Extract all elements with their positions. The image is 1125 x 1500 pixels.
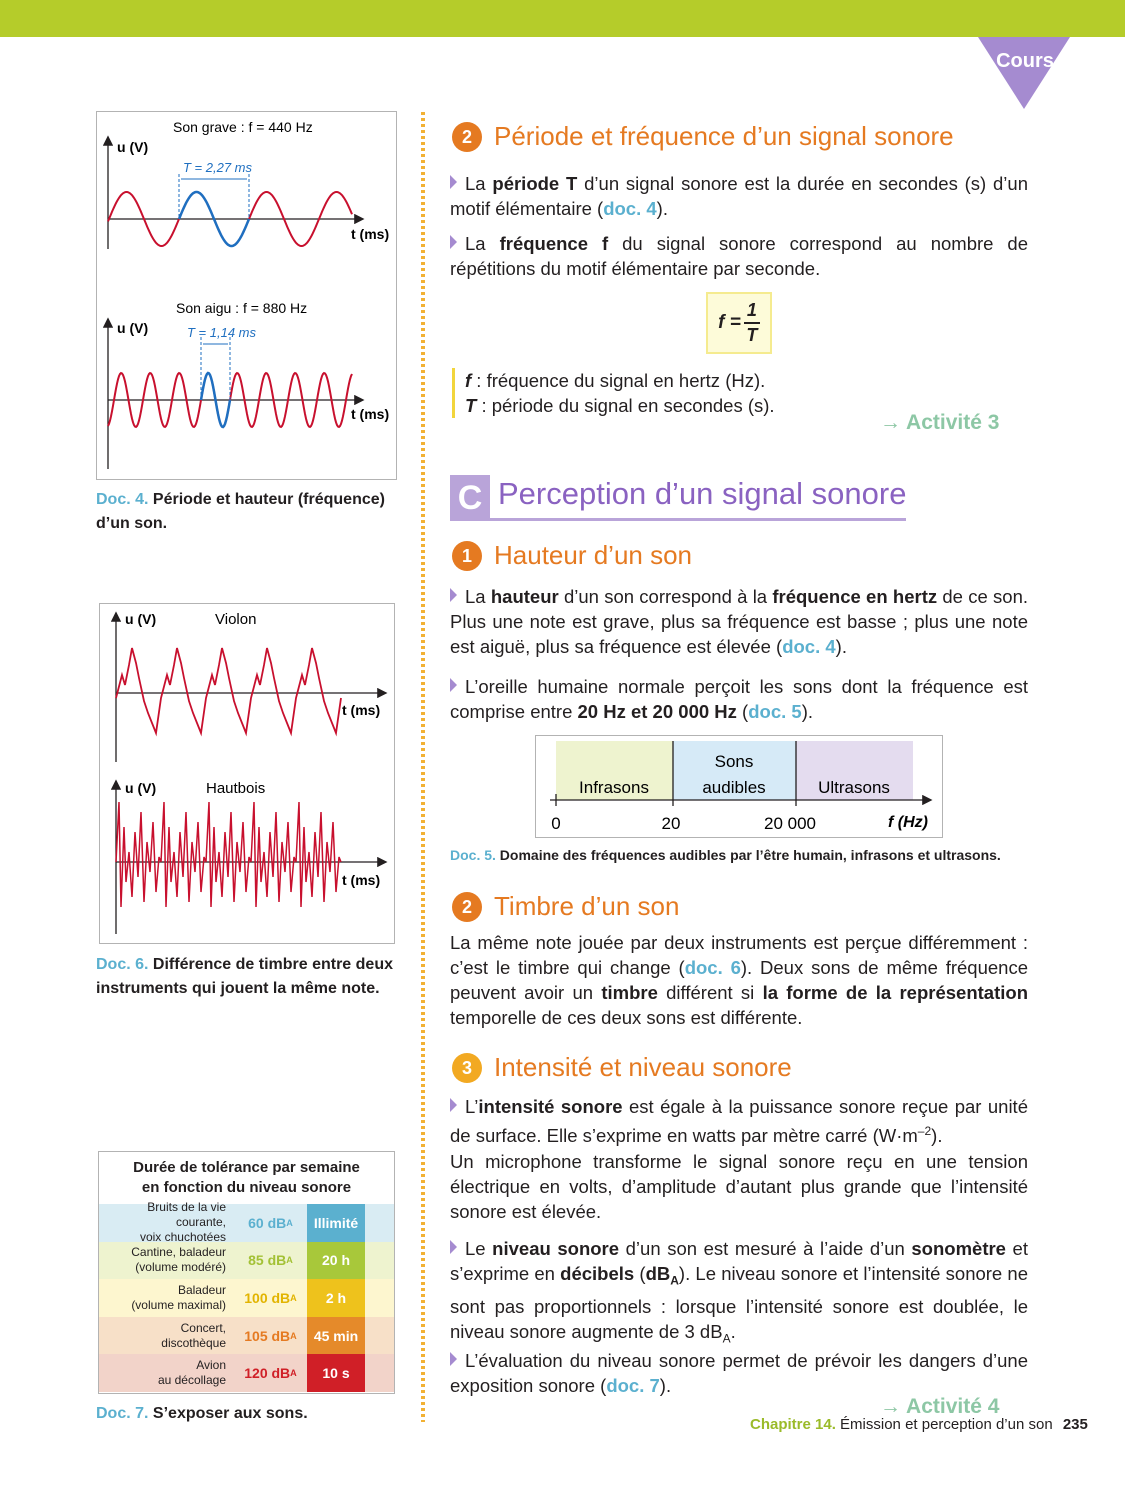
doc6-caption-num: Doc. 6. xyxy=(96,956,149,973)
infrasons-label: Infrasons xyxy=(579,778,649,797)
formula-numerator: 1 xyxy=(746,300,757,320)
row-duration xyxy=(307,1279,365,1317)
row-duration xyxy=(307,1354,365,1392)
frequency-formula xyxy=(706,292,772,354)
text-run: L’ xyxy=(465,1096,479,1117)
row-filler xyxy=(365,1354,394,1392)
section-c-title xyxy=(450,475,906,521)
text-run: différent si xyxy=(657,982,763,1003)
doc5-caption xyxy=(450,843,1050,867)
violon-wave xyxy=(116,648,341,733)
row-label-line2: au décollage xyxy=(157,1373,226,1388)
formula-denominator: T xyxy=(746,325,758,345)
doc7-caption-text: S’exposer aux sons. xyxy=(152,1405,308,1422)
grave-t-label: t (ms) xyxy=(351,226,390,242)
sec2-title: Période et fréquence d’un signal sonore xyxy=(494,121,954,151)
text-run: L’évaluation du niveau sonore permet de prévoir les dangers d’une exposition sonore ( xyxy=(450,1350,1028,1396)
bold-term: décibels xyxy=(560,1263,635,1284)
row-db xyxy=(234,1279,307,1317)
text-run: L’oreille humaine normale perçoit les sons dont la fréquence est comprise entre xyxy=(450,676,1028,722)
row-label-line1: Baladeur xyxy=(177,1282,226,1297)
tolerance-row xyxy=(99,1354,394,1392)
aigu-t-label: t (ms) xyxy=(351,406,390,422)
bold-unit xyxy=(645,1263,679,1288)
unit-subscript: A xyxy=(722,1331,731,1346)
text-run: ( xyxy=(736,701,749,722)
hautbois-t-label: t (ms) xyxy=(342,872,381,888)
doc7-title-line2: en fonction du niveau sonore xyxy=(141,1179,352,1196)
sub1-number: 1 xyxy=(452,541,482,571)
text-run: d’un son est mesuré à l’aide d’un xyxy=(619,1238,912,1259)
bullet-triangle-icon xyxy=(450,1098,457,1112)
axis-label: f (Hz) xyxy=(888,814,928,831)
unit-db: dB xyxy=(645,1263,671,1284)
doc-reference: doc. 4 xyxy=(782,636,836,657)
tolerance-row xyxy=(99,1200,394,1245)
text-run: ). xyxy=(835,636,847,657)
bold-term: fréquence f xyxy=(499,233,609,254)
bold-term: période T xyxy=(492,173,578,194)
sub3-title: Intensité et niveau sonore xyxy=(494,1052,792,1082)
sub3-p1 xyxy=(450,1094,1028,1148)
row-label xyxy=(99,1354,234,1392)
tolerance-row xyxy=(99,1279,394,1317)
row-db-value: 100 dB xyxy=(244,1289,291,1306)
grave-u-label: u (V) xyxy=(117,139,149,155)
fraction-bar xyxy=(744,322,760,324)
sub3-p3 xyxy=(450,1236,1028,1351)
cours-triangle xyxy=(978,37,1070,109)
sub1-title: Hauteur d’un son xyxy=(494,540,693,570)
row-label xyxy=(99,1242,234,1280)
grave-period-label: T = 2,27 ms xyxy=(183,160,252,175)
doc5-caption-num: Doc. 5. xyxy=(450,847,496,863)
legend-f-symbol: f xyxy=(465,370,472,391)
doc4-caption xyxy=(96,488,396,536)
legend-t-symbol: T xyxy=(465,395,477,416)
row-label-line1: Cantine, baladeur xyxy=(131,1245,226,1260)
doc7-title-line1: Durée de tolérance par semaine xyxy=(133,1159,360,1176)
row-duration xyxy=(307,1242,365,1280)
aigu-title: Son aigu : f = 880 Hz xyxy=(176,300,308,316)
row-label-line2: (volume modéré) xyxy=(135,1260,226,1275)
doc5-caption-text: Domaine des fréquences audibles par l’être humain, infrasons et ultrasons. xyxy=(499,847,1001,863)
superscript: –2 xyxy=(917,1124,932,1138)
sub3-number: 3 xyxy=(452,1053,482,1083)
bold-term: niveau sonore xyxy=(492,1238,620,1259)
audibles-label: audibles xyxy=(702,778,766,797)
sub2-heading xyxy=(452,891,679,922)
row-label-line1: Bruits de la vie courante, xyxy=(147,1200,226,1230)
footer-chapter: Chapitre 14. xyxy=(750,1416,836,1433)
bold-term: 20 Hz et 20 000 Hz xyxy=(577,701,737,722)
sub3-p4 xyxy=(450,1348,1028,1398)
doc-reference: doc. 4 xyxy=(603,198,657,219)
text-run: et s’exprime en xyxy=(450,1238,1028,1284)
page-number: 235 xyxy=(1062,1416,1088,1433)
row-duration xyxy=(307,1204,365,1242)
sons-label: Sons xyxy=(714,752,754,771)
row-db-subscript: A xyxy=(290,1368,297,1379)
bold-term: sonomètre xyxy=(911,1238,1006,1259)
aigu-period-label: T = 1,14 ms xyxy=(187,325,256,340)
row-db-value: 105 dB xyxy=(244,1327,291,1344)
row-filler xyxy=(365,1317,394,1355)
bold-term: hauteur xyxy=(490,586,559,607)
violon-u-label: u (V) xyxy=(125,611,157,627)
legend-f-text: : fréquence du signal en hertz (Hz). xyxy=(471,370,766,391)
doc-reference: doc. 7 xyxy=(606,1375,660,1396)
formula-lhs: f = xyxy=(718,312,741,333)
text-run: est égale à la puissance sonore reçue par unité de surface. Elle s’exprime en watts par mètre carré (W·m xyxy=(450,1096,1028,1147)
text-run: La xyxy=(465,233,500,254)
activity-3-link[interactable]: → Activité 3 xyxy=(880,411,1000,434)
doc6-figure xyxy=(99,603,395,944)
row-duration-value: 45 min xyxy=(313,1327,359,1344)
bullet-triangle-icon xyxy=(450,175,457,189)
row-db xyxy=(234,1317,307,1355)
row-label-line2: voix chuchotées xyxy=(139,1230,226,1245)
doc7-caption xyxy=(96,1402,396,1426)
text-run: Le xyxy=(465,1238,493,1259)
row-db-subscript: A xyxy=(290,1330,297,1341)
hautbois-label: Hautbois xyxy=(206,780,266,797)
legend-t-text: : période du signal en secondes (s). xyxy=(476,395,775,416)
tick-0: 0 xyxy=(551,814,561,833)
sec2-p1 xyxy=(450,171,1028,221)
tolerance-row xyxy=(99,1242,394,1280)
text-run: d’un signal sonore est la durée en secondes (s) d’un motif élémentaire ( xyxy=(450,173,1028,219)
doc6-caption-line2: instruments qui jouent la même note. xyxy=(96,980,380,997)
text-run: La xyxy=(465,586,491,607)
row-filler xyxy=(365,1279,394,1317)
row-db xyxy=(234,1204,307,1242)
footer-title: Émission et perception d’un son xyxy=(840,1416,1053,1433)
text-run: temporelle de ces deux sons est différente. xyxy=(450,1007,803,1028)
row-filler xyxy=(365,1242,394,1280)
hautbois-u-label: u (V) xyxy=(125,780,157,796)
hautbois-wave xyxy=(116,802,341,907)
violon-t-label: t (ms) xyxy=(342,702,381,718)
text-run: du signal sonore correspond au nombre de répétitions du motif élémentaire par seconde. xyxy=(450,233,1029,279)
sub1-p2 xyxy=(450,674,1028,724)
bullet-triangle-icon xyxy=(450,678,457,692)
grave-title: Son grave : f = 440 Hz xyxy=(173,119,313,135)
sub1-heading xyxy=(452,540,692,571)
row-label xyxy=(99,1200,234,1245)
doc4-caption-num: Doc. 4. xyxy=(96,491,149,508)
row-label-line2: discothèque xyxy=(161,1335,226,1350)
ultrasons-label: Ultrasons xyxy=(818,778,890,797)
violon-label: Violon xyxy=(215,611,257,628)
sub3-p2 xyxy=(450,1149,1028,1224)
sec2-heading xyxy=(452,121,954,152)
tick-20: 20 xyxy=(661,814,681,833)
row-duration-value: 2 h xyxy=(325,1289,347,1306)
tolerance-row xyxy=(99,1317,394,1355)
row-duration-value: 10 s xyxy=(322,1365,350,1382)
formula-fraction xyxy=(744,300,760,346)
doc-reference: doc. 5 xyxy=(748,701,802,722)
sub3-heading xyxy=(452,1052,792,1083)
bullet-triangle-icon xyxy=(450,1352,457,1366)
row-db xyxy=(234,1242,307,1280)
row-db-value: 120 dB xyxy=(244,1365,291,1382)
cours-label: Cours xyxy=(996,50,1054,72)
top-banner xyxy=(0,0,1125,37)
sub1-p1 xyxy=(450,584,1028,659)
doc6-caption-line1: Différence de timbre entre deux xyxy=(152,956,393,973)
doc7-caption-num: Doc. 7. xyxy=(96,1405,149,1422)
bullet-triangle-icon xyxy=(450,1240,457,1254)
section-c-text: Perception d’un signal sonore xyxy=(490,476,906,521)
row-duration-value: 20 h xyxy=(321,1252,350,1269)
text-run: ). xyxy=(659,1375,672,1396)
text-run: Un microphone transforme le signal sonore reçu en une tension électrique en volts, d’amplitude d’autant plus grande que l’intensité sonore est élevée. xyxy=(450,1151,1028,1222)
doc7-table xyxy=(98,1151,395,1394)
sub2-title: Timbre d’un son xyxy=(494,891,680,921)
bullet-triangle-icon xyxy=(450,235,457,249)
doc7-rows xyxy=(99,1200,394,1392)
text-run: ). xyxy=(656,198,668,219)
row-duration xyxy=(307,1317,365,1355)
text-run: La xyxy=(465,173,493,194)
row-label-line1: Avion xyxy=(196,1358,226,1373)
section-c-letter: C xyxy=(450,475,490,521)
row-label-line1: Concert, xyxy=(180,1320,226,1335)
text-run: de ce son. Plus une note est grave, plus sa fréquence est basse ; plus une note est aiguë, plus sa fréquence est élevée ( xyxy=(450,586,1028,657)
aigu-period-marker xyxy=(201,337,230,400)
row-label-line2: (volume maximal) xyxy=(131,1297,226,1312)
column-divider xyxy=(421,112,425,1422)
sub2-number: 2 xyxy=(452,892,482,922)
bold-term: fréquence en hertz xyxy=(772,586,938,607)
text-run: ). Le niveau sonore et l’intensité sonore ne sont pas proportionnels : lorsque l’intensité sonore est doublée, le niveau sonore augmente de 3 dB xyxy=(450,1263,1028,1342)
row-db xyxy=(234,1354,307,1392)
bold-term: intensité sonore xyxy=(478,1096,623,1117)
row-db-subscript: A xyxy=(290,1292,297,1303)
row-db-subscript: A xyxy=(286,1255,293,1266)
doc4-figure xyxy=(96,111,397,480)
text-run: . xyxy=(730,1320,736,1342)
row-db-value: 85 dB xyxy=(248,1252,287,1269)
text-run: La même note jouée par deux instruments est perçue différemment : c’est le timbre qui change ( xyxy=(450,932,1028,978)
doc6-caption xyxy=(96,953,406,1001)
sub2-p xyxy=(450,930,1028,1030)
row-label xyxy=(99,1317,234,1355)
unit-subscript: A xyxy=(670,1273,679,1288)
row-duration-value: Illimité xyxy=(313,1214,359,1231)
text-run: ). xyxy=(801,701,813,722)
activity-4-link[interactable]: → Activité 4 xyxy=(880,1395,1000,1418)
doc7-title xyxy=(99,1152,394,1204)
sec2-number: 2 xyxy=(452,122,482,152)
formula-legend xyxy=(452,368,775,418)
row-filler xyxy=(365,1204,394,1242)
doc-reference: doc. 6 xyxy=(684,957,741,978)
text-run: ). xyxy=(931,1125,943,1147)
page-footer xyxy=(750,1416,1088,1433)
aigu-u-label: u (V) xyxy=(117,320,149,336)
row-db-value: 60 dB xyxy=(248,1214,287,1231)
doc4-caption-line2: d’un son. xyxy=(96,515,168,532)
text-run: ( xyxy=(634,1263,646,1284)
bullet-triangle-icon xyxy=(450,588,457,602)
row-db-subscript: A xyxy=(286,1217,293,1228)
text-run: d’un son correspond à la xyxy=(558,586,773,607)
doc5-figure xyxy=(535,735,943,838)
text-run: ). Deux sons de même fréquence peuvent avoir un xyxy=(450,957,1028,1003)
bold-term: la forme de la représentation xyxy=(762,982,1028,1003)
bold-term: timbre xyxy=(601,982,658,1003)
doc4-caption-line1: Période et hauteur (fréquence) xyxy=(152,491,385,508)
tick-20000: 20 000 xyxy=(764,814,816,833)
sec2-p2 xyxy=(450,231,1028,281)
row-label xyxy=(99,1279,234,1317)
